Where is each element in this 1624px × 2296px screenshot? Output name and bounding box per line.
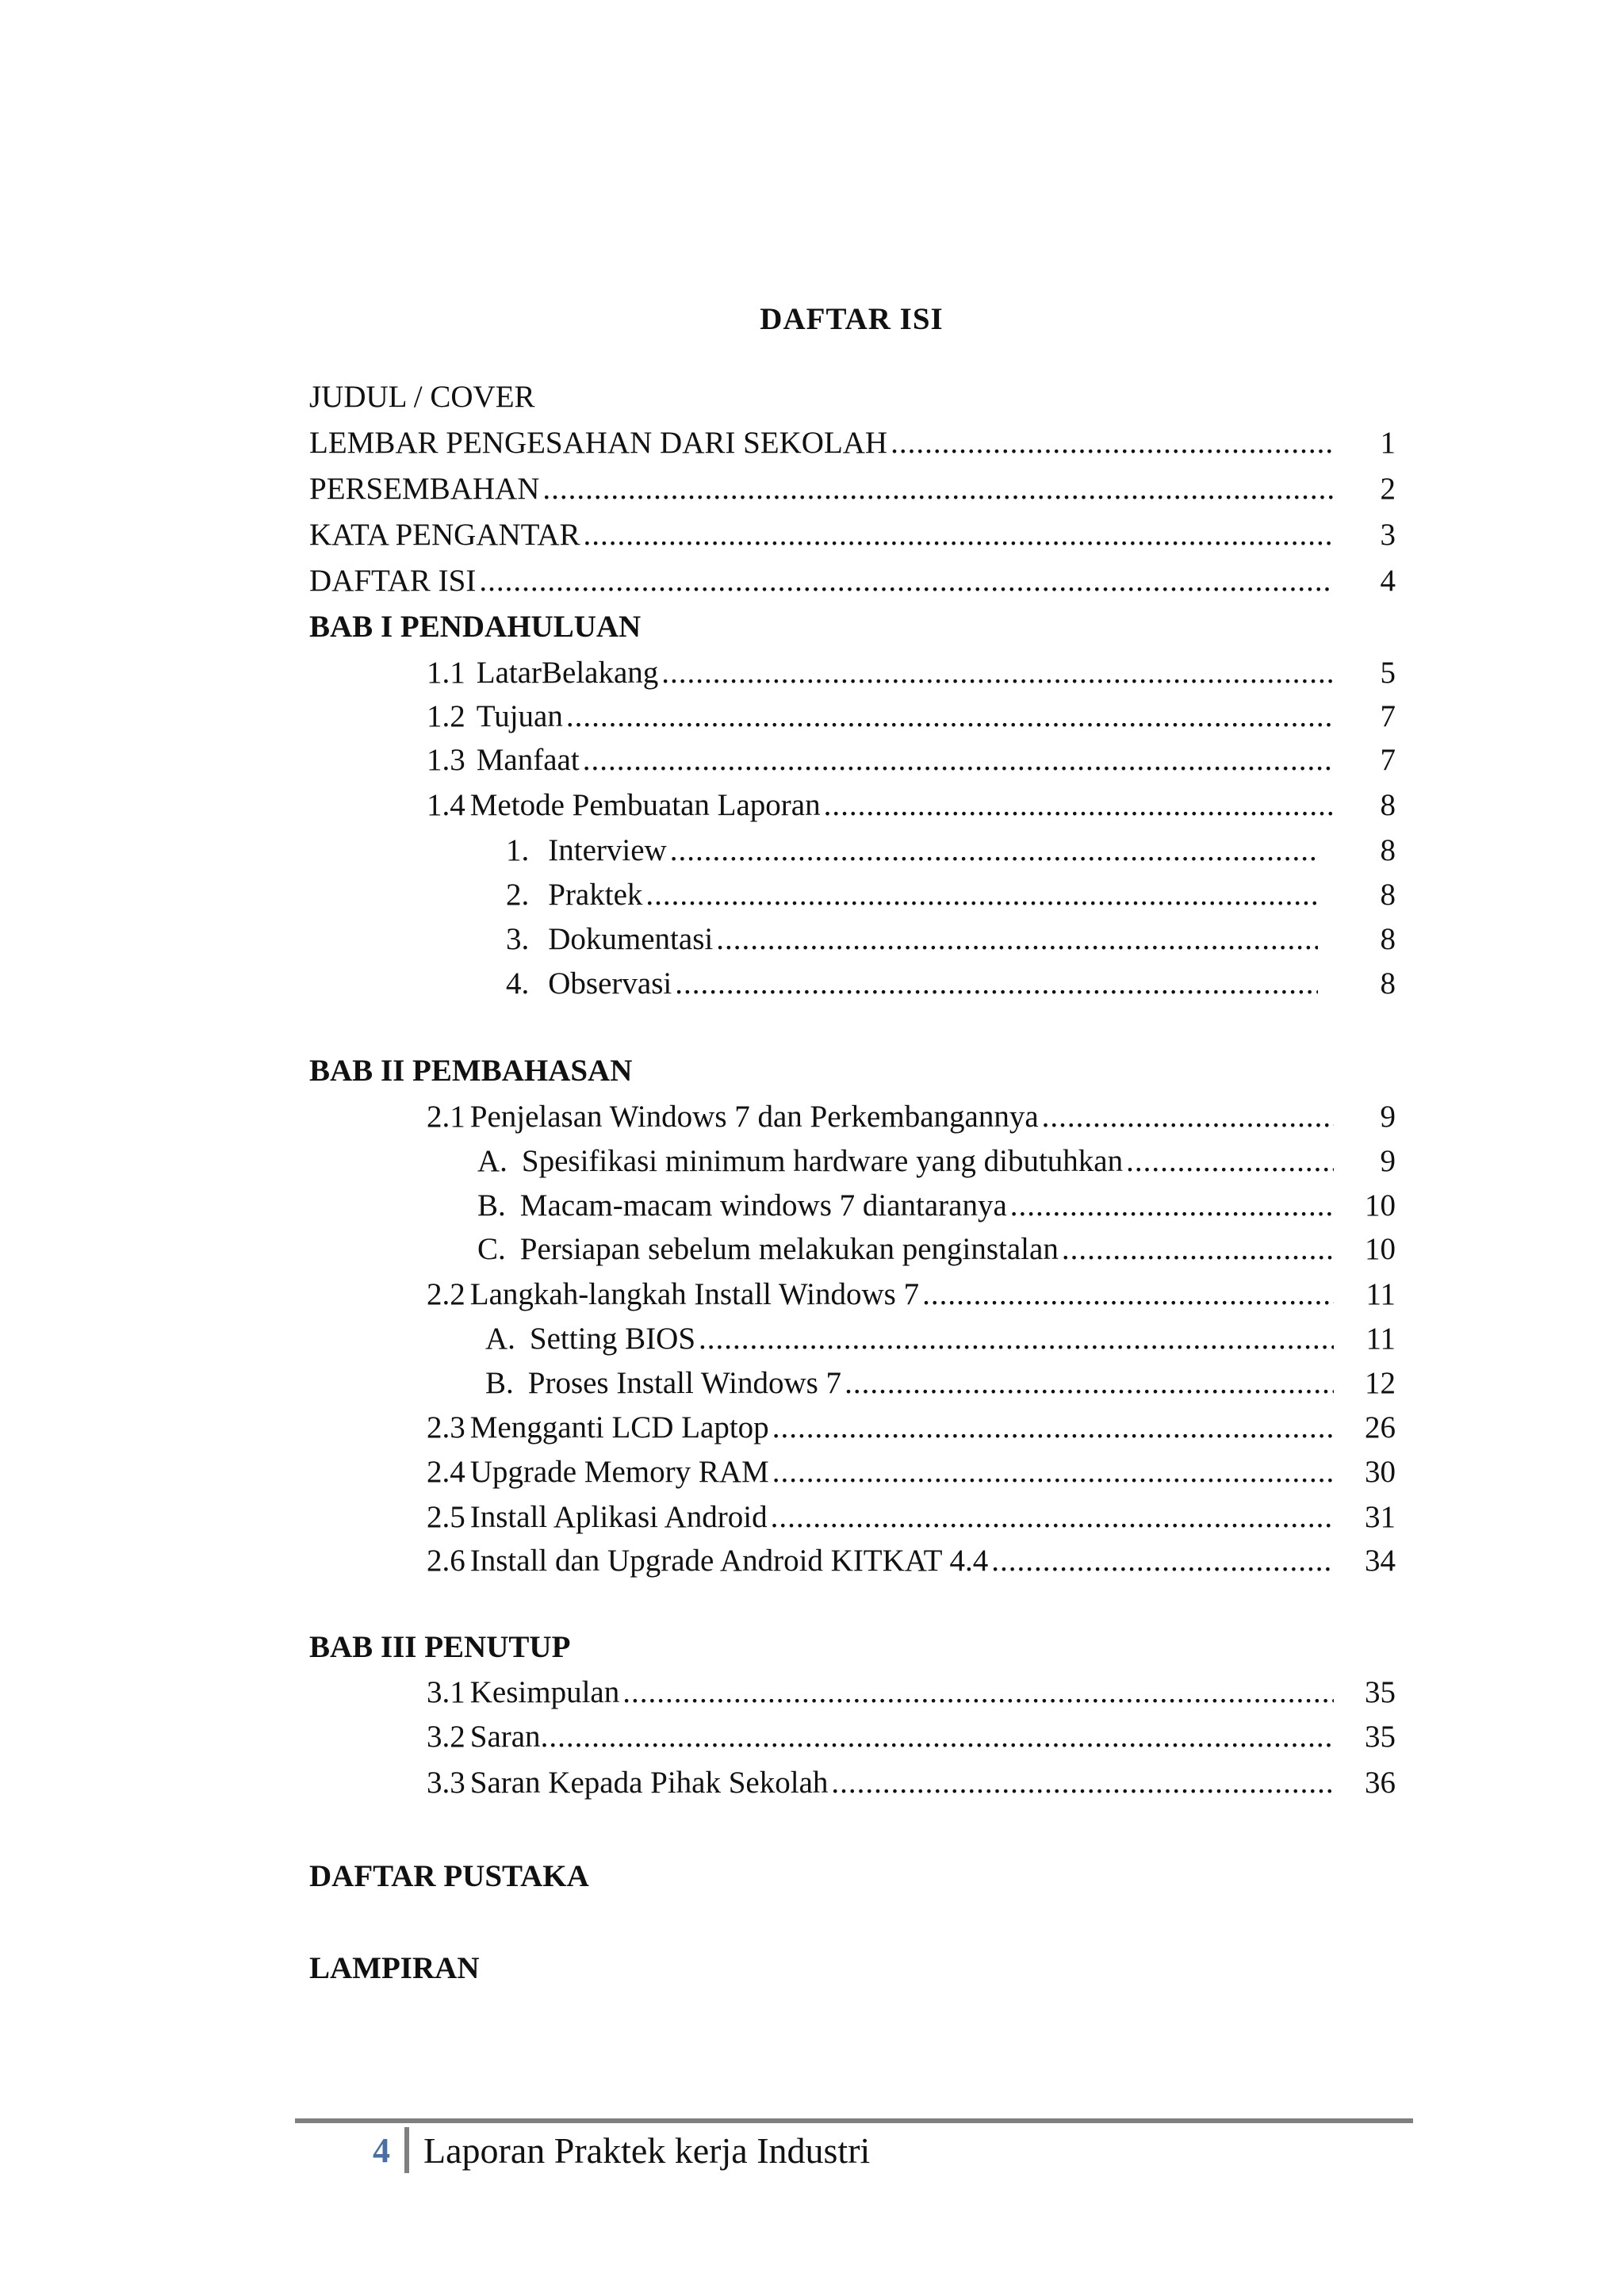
toc-item-number: B. (485, 1366, 514, 1400)
daftar-pustaka-heading: DAFTAR PUSTAKA (309, 1859, 589, 1893)
toc-page-number: 9 (1380, 1100, 1396, 1134)
dot-leader (584, 517, 1334, 553)
toc-entry-label: Upgrade Memory RAM (469, 1455, 769, 1489)
toc-page-number: 8 (1380, 878, 1396, 912)
dot-leader (771, 1499, 1334, 1535)
dot-leader (1062, 1231, 1334, 1267)
toc-page-number: 3 (1380, 518, 1396, 552)
toc-entry-label: Dokumentasi (548, 922, 714, 956)
toc-page-number: 7 (1380, 699, 1396, 733)
toc-item-number: A. (485, 1322, 515, 1356)
dot-leader (772, 1454, 1334, 1490)
toc-entry-label: Penjelasan Windows 7 dan Perkembangannya (469, 1100, 1039, 1134)
dot-leader (772, 1410, 1334, 1445)
bab-3-heading: BAB III PENUTUP (309, 1630, 571, 1664)
toc-entry-label: Tujuan (476, 699, 563, 733)
dot-leader (670, 832, 1318, 868)
dot-leader (831, 1765, 1334, 1800)
dot-leader (699, 1321, 1334, 1357)
dot-leader (645, 877, 1318, 913)
dot-leader (824, 787, 1334, 823)
bab-2-heading: BAB II PEMBAHASAN (309, 1054, 633, 1088)
toc-entry-2-2-b (485, 1365, 1396, 1405)
dot-leader (1010, 1188, 1334, 1223)
toc-item-number: B. (477, 1188, 506, 1223)
toc-page-number: 35 (1365, 1675, 1396, 1709)
toc-page-number: 2 (1380, 472, 1396, 506)
toc-page-number: 36 (1365, 1766, 1396, 1800)
toc-entry-label: Saran Kepada Pihak Sekolah (469, 1766, 829, 1800)
dot-leader (922, 1276, 1334, 1312)
toc-entry-label: LEMBAR PENGESAHAN DARI SEKOLAH (309, 426, 888, 460)
toc-page-number: 35 (1365, 1720, 1396, 1754)
toc-entry-label: Spesifikasi minimum hardware yang dibutuhkan (521, 1144, 1124, 1178)
toc-item-number: A. (477, 1144, 508, 1178)
toc-section-number: 2.2 (427, 1277, 465, 1311)
toc-entry-2-1-b (477, 1188, 1396, 1227)
toc-entry-1-4 (427, 787, 1396, 827)
toc-entry-label: PERSEMBAHAN (309, 472, 540, 506)
toc-entry-label: Mengganti LCD Laptop (469, 1410, 769, 1445)
toc-page-number: 34 (1365, 1544, 1396, 1578)
dot-leader (991, 1543, 1334, 1578)
toc-entry-2-4 (427, 1454, 1396, 1494)
page-title: DAFTAR ISI (760, 302, 944, 336)
toc-entry-label: Install Aplikasi Android (469, 1500, 768, 1534)
toc-entry-persembahan (309, 471, 1396, 511)
toc-entry-label: Praktek (548, 878, 643, 912)
lampiran-heading: LAMPIRAN (309, 1951, 480, 1985)
toc-page-number: 31 (1365, 1500, 1396, 1534)
toc-page-number: 9 (1380, 1144, 1396, 1178)
toc-page-number: 11 (1365, 1322, 1396, 1356)
toc-page-number: 8 (1380, 788, 1396, 822)
toc-entry-lembar-pengesahan (309, 425, 1396, 465)
toc-entry-label: LatarBelakang (476, 656, 659, 690)
toc-section-number: 2.6 (427, 1544, 465, 1578)
toc-entry-2-3 (427, 1410, 1396, 1449)
dot-leader (583, 742, 1334, 778)
toc-entry-label: Metode Pembuatan Laporan (469, 788, 821, 822)
toc-section-number: 2.3 (427, 1410, 465, 1445)
toc-page-number: 12 (1365, 1366, 1396, 1400)
toc-section-number: 3.1 (427, 1675, 465, 1709)
toc-page-number: 1 (1380, 426, 1396, 460)
toc-entry-label: Manfaat (476, 743, 580, 777)
toc-entry-2-5 (427, 1499, 1396, 1539)
toc-entry-3-2 (427, 1719, 1396, 1758)
dot-leader (716, 921, 1318, 957)
dot-leader (891, 425, 1334, 461)
toc-entry-3-3 (427, 1765, 1396, 1804)
toc-section-number: 3.3 (427, 1766, 465, 1800)
toc-entry-1-2 (427, 698, 1396, 738)
toc-section-number: 3.2 (427, 1720, 465, 1754)
toc-page-number: 5 (1380, 656, 1396, 690)
toc-entry-label: Persiapan sebelum melakukan penginstalan (519, 1232, 1059, 1266)
toc-entry-method-1 (506, 832, 1396, 872)
dot-leader (542, 471, 1334, 507)
footer-divider (404, 2127, 409, 2173)
toc-section-number: 1.1 (427, 656, 465, 690)
toc-page-number: 26 (1365, 1410, 1396, 1445)
dot-leader (661, 655, 1334, 691)
toc-page-number: 4 (1380, 564, 1396, 598)
footer-rule (295, 2118, 1413, 2123)
toc-entry-method-4 (506, 966, 1396, 1005)
toc-section-number: 2.5 (427, 1500, 465, 1534)
dot-leader (622, 1674, 1334, 1710)
toc-entry-label: DAFTAR ISI (309, 564, 477, 598)
toc-page-number: 10 (1365, 1232, 1396, 1266)
toc-entry-1-3 (427, 742, 1396, 782)
toc-entry-label: JUDUL / COVER (309, 380, 535, 414)
toc-item-number: 2. (506, 878, 530, 912)
toc-entry-label: Kesimpulan (469, 1675, 620, 1709)
toc-entry-2-6 (427, 1543, 1396, 1582)
page-footer (373, 2126, 870, 2174)
toc-entry-label: Interview (548, 833, 667, 867)
toc-entry-label: KATA PENGANTAR (309, 518, 580, 552)
toc-section-number: 2.4 (427, 1455, 465, 1489)
toc-item-number: C. (477, 1232, 506, 1266)
toc-entry-daftar-isi (309, 563, 1396, 603)
toc-entry-label: Observasi (548, 966, 672, 1001)
toc-entry-3-1 (427, 1674, 1396, 1714)
dot-leader (1042, 1099, 1334, 1135)
footer-title: Laporan Praktek kerja Industri (423, 2130, 871, 2171)
toc-entry-label: Saran (469, 1720, 541, 1754)
bab-1-heading: BAB I PENDAHULUAN (309, 610, 642, 644)
toc-page-number: 8 (1380, 833, 1396, 867)
dot-leader (566, 698, 1334, 734)
toc-item-number: 4. (506, 966, 530, 1001)
toc-entry-method-3 (506, 921, 1396, 961)
toc-page-number: 30 (1365, 1455, 1396, 1489)
dot-leader (541, 1719, 1334, 1755)
toc-item-number: 1. (506, 833, 530, 867)
toc-section-number: 1.2 (427, 699, 465, 733)
toc-entry-kata-pengantar (309, 517, 1396, 557)
toc-page-number: 7 (1380, 743, 1396, 777)
toc-entry-2-1 (427, 1099, 1396, 1138)
toc-page-number: 8 (1380, 966, 1396, 1001)
dot-leader (845, 1365, 1334, 1401)
toc-item-number: 3. (506, 922, 530, 956)
toc-entry-1-1 (427, 655, 1396, 695)
toc-entry-2-1-a (477, 1143, 1396, 1183)
dot-leader (479, 563, 1334, 599)
toc-section-number: 1.4 (427, 788, 465, 822)
toc-entry-method-2 (506, 877, 1396, 916)
toc-entry-2-2-a (485, 1321, 1396, 1360)
dot-leader (1126, 1143, 1334, 1179)
toc-entry-judul (309, 379, 1396, 419)
toc-page-number: 10 (1365, 1188, 1396, 1223)
toc-entry-2-1-c (477, 1231, 1396, 1271)
toc-section-number: 1.3 (427, 743, 465, 777)
toc-entry-label: Setting BIOS (529, 1322, 696, 1356)
toc-entry-label: Langkah-langkah Install Windows 7 (469, 1277, 920, 1311)
toc-page-number: 11 (1365, 1277, 1396, 1311)
toc-section-number: 2.1 (427, 1100, 465, 1134)
dot-leader (675, 966, 1318, 1001)
footer-page-number: 4 (373, 2130, 390, 2170)
toc-page-number: 8 (1380, 922, 1396, 956)
toc-entry-label: Install dan Upgrade Android KITKAT 4.4 (469, 1544, 989, 1578)
toc-entry-label: Proses Install Windows 7 (527, 1366, 842, 1400)
toc-entry-label: Macam-macam windows 7 diantaranya (519, 1188, 1007, 1223)
toc-entry-2-2 (427, 1276, 1396, 1316)
